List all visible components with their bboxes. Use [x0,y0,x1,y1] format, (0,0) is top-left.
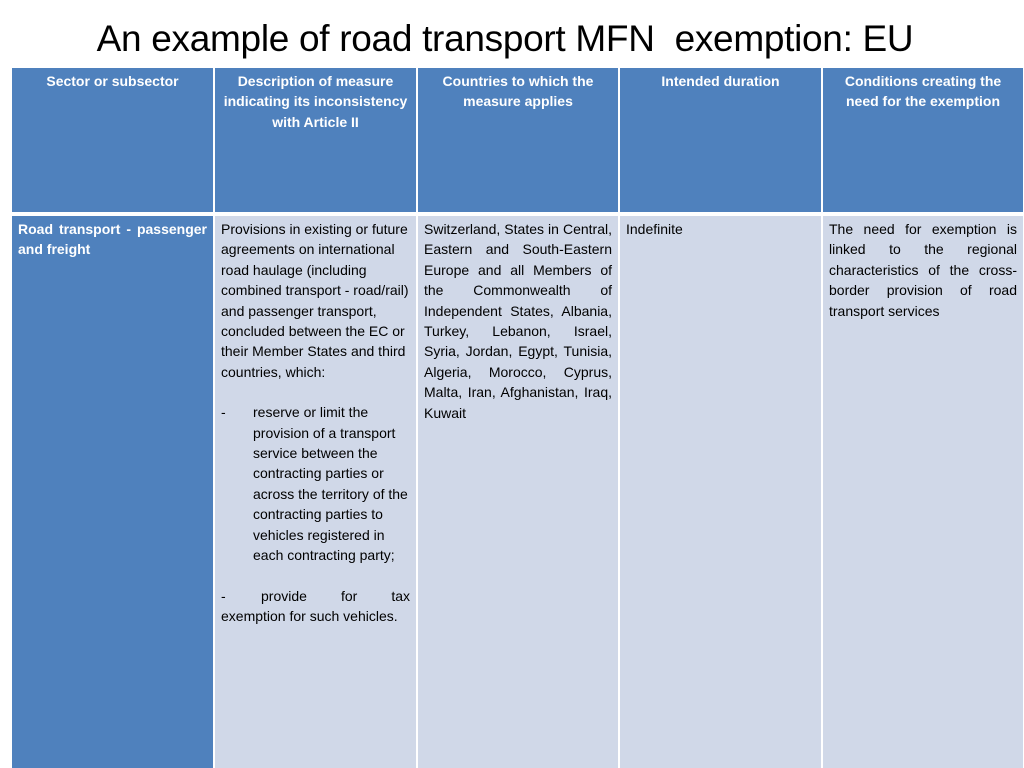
duration-cell: Indefinite [619,214,822,768]
header-description: Description of measure indicating its inconsistency with Article II [214,68,417,214]
mfn-exemption-table [12,68,1024,768]
table-header-row [12,68,1024,214]
bullet-dash: - [221,587,226,604]
header-duration: Intended duration [619,68,822,214]
description-bullet-2 [221,586,410,627]
description-intro: Provisions in existing or future agreements on international road haulage (including combined transport - road/rail) and passenger transport, concluded between the EC or their Member States and third countries, which: [221,221,409,380]
slide-title: An example of road transport MFN exemption: EU [96,18,914,59]
header-sector: Sector or subsector [12,68,214,214]
countries-cell: Switzerland, States in Central, Eastern and South-Eastern Europe and all Members of the Commonwealth of Independent States, Albania, Turkey, Lebanon, Israel, Syria, Jordan, Egypt, Tunisia, Algeria, Morocco, Cyprus, Malta, Iran, Afghanistan, Iraq, Kuwait [417,214,619,768]
sector-cell: Road transport - passenger and freight [12,214,214,768]
description-bullet-1 [221,402,410,565]
description-cell [214,214,417,768]
table-row [12,214,1024,768]
bullet-text: reserve or limit the provision of a transport service between the contracting parties or across the territory of the contracting parties to vehicles registered in each contracting party; [253,404,408,564]
bullet-dash: - [221,404,226,421]
header-conditions: Conditions creating the need for the exemption [822,68,1024,214]
conditions-cell: The need for exemption is linked to the regional characteristics of the cross-border provision of road transport services [822,214,1024,768]
header-countries: Countries to which the measure applies [417,68,619,214]
bullet-text: provide for tax exemption for such vehicles. [221,587,410,624]
